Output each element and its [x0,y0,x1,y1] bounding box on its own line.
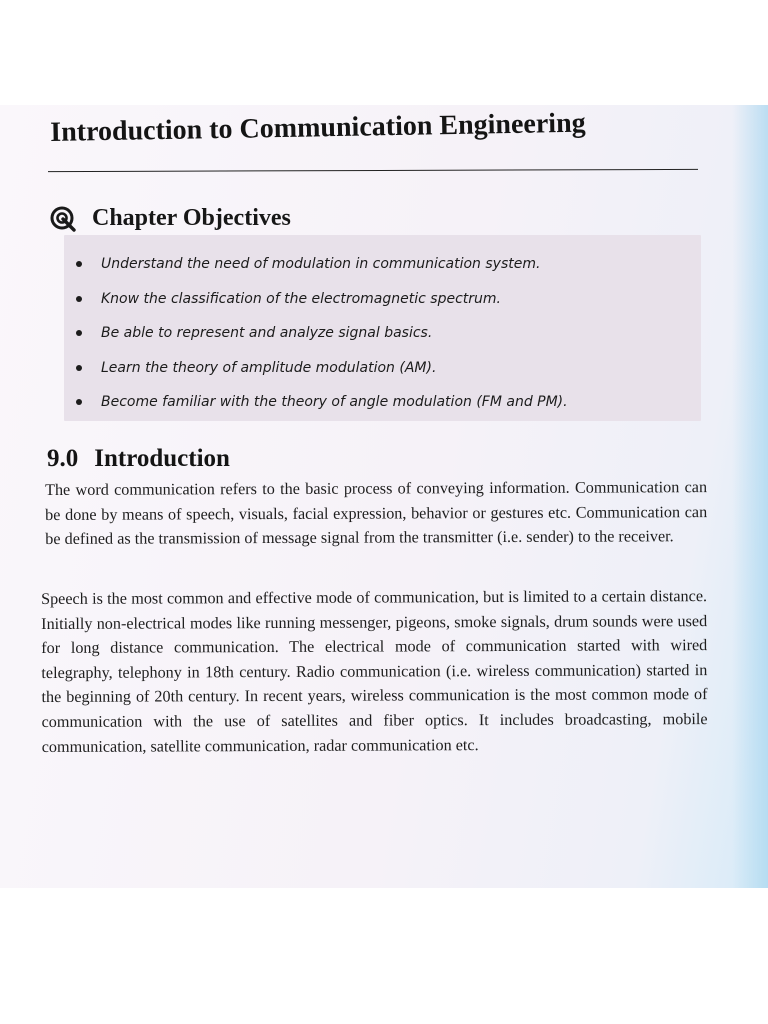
page-title: Introduction to Communication Engineering [50,107,586,148]
objective-item: Understand the need of modulation in communication system. [74,255,701,290]
objective-item: Know the classification of the electromagnetic spectrum. [74,290,701,325]
section-title: Introduction [94,445,230,472]
objective-item: Be able to represent and analyze signal basics. [74,324,701,359]
objectives-list [64,235,701,428]
objective-item: Become familiar with the theory of angle modulation (FM and PM). [74,393,701,428]
body-paragraph: Speech is the most common and effective mode of communication, but is limited to a certain distance. Initially non-electrical modes like running messenger, pigeons, smoke signals, drum sounds were used for long distance communication. The electrical mode of communication started with wired telegraphy, telephony in 18th century. Radio communication (i.e. wireless communication) started in the beginning of 20th century. In recent years, wireless communication is the most common mode of communication with the use of satellites and fiber optics. It includes broadcasting, mobile communication, satellite communication, radar communication etc. [41,587,708,756]
magnifier-target-icon [50,206,76,232]
title-underline [48,169,698,172]
objective-item: Learn the theory of amplitude modulation (AM). [74,359,701,394]
objectives-header [50,205,291,232]
page-edge-shadow [732,105,768,888]
objectives-box [64,235,701,421]
book-page [0,105,768,888]
body-paragraph: The word communication refers to the basic process of conveying information. Communication can be done by means of speech, visuals, facial expression, behavior or gestures etc. Communication can be defined as the transmission of message signal from the transmitter (i.e. sender) to the receiver. [45,478,708,549]
section-heading [47,445,230,473]
section-number: 9.0 [47,445,79,472]
objectives-heading: Chapter Objectives [92,205,291,231]
